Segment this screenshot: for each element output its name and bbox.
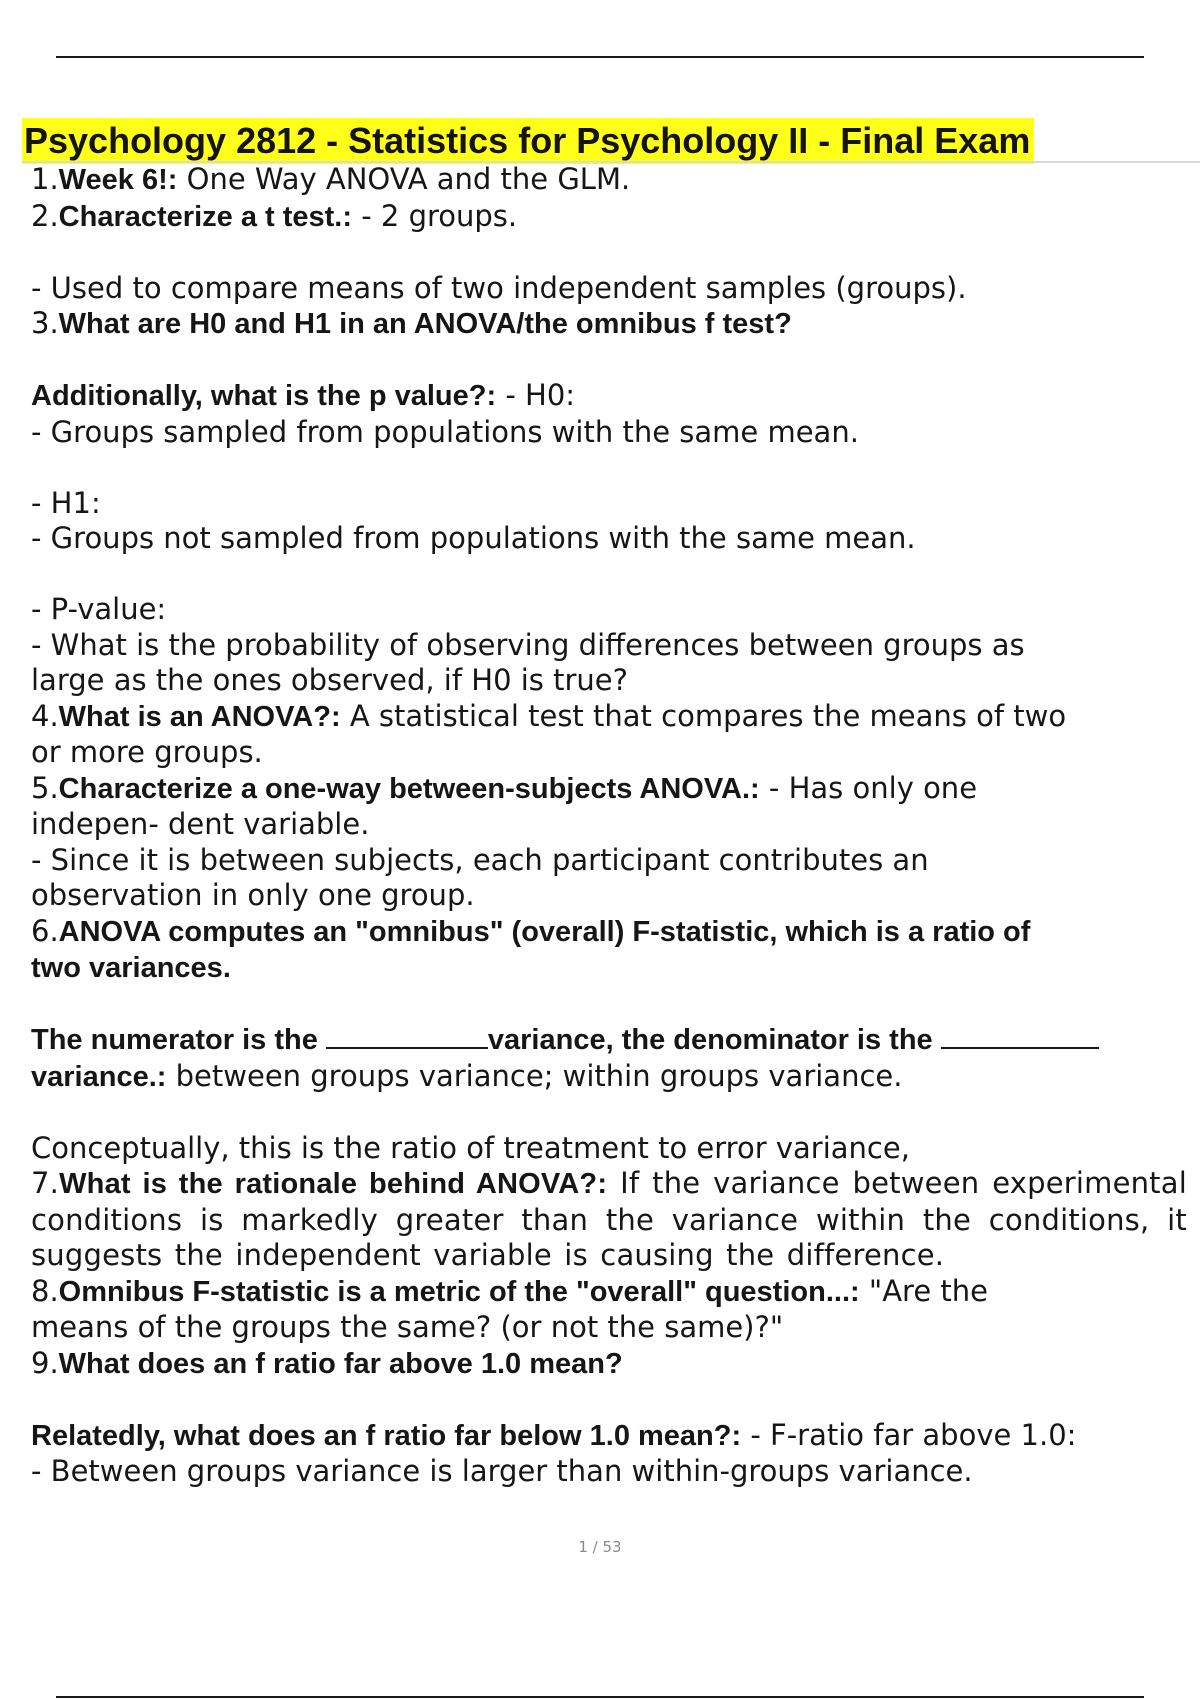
answer-line: - Groups not sampled from populations with the same mean. [31, 521, 916, 555]
question-text: What are H0 and H1 in an ANOVA/the omnibus f test? [58, 308, 792, 340]
answer-line: or more groups. [31, 735, 263, 769]
answer-line: - H1: [31, 485, 101, 520]
answer-line: - Groups sampled from populations with the same mean. [31, 414, 859, 449]
question-4 [31, 699, 1187, 736]
title-block [22, 118, 1200, 166]
answer-line: - Between groups variance is larger than within-groups variance. [31, 1454, 973, 1488]
question-8 [31, 1274, 1187, 1311]
item-number: 8. [31, 1273, 59, 1308]
top-rule [56, 56, 1144, 58]
question-text: Characterize a one-way between-subjects ANOVA.: [58, 772, 760, 805]
answer-line: Conceptually, this is the ratio of treatment to error variance, [31, 1130, 910, 1165]
item-number: 5. [31, 770, 59, 805]
question-6-continued [31, 950, 1187, 987]
question-3 [31, 306, 1187, 343]
answer-line: indepen- dent variable. [31, 807, 370, 841]
item-number: 1. [31, 162, 59, 196]
item-number: 2. [31, 198, 59, 233]
answer-line: - Used to compare means of two independent samples (groups). [31, 270, 967, 305]
question-9-continued [31, 1418, 1187, 1455]
question-text-part: variance, the denominator is the [487, 1024, 941, 1056]
question-text-part: The numerator is the [31, 1024, 326, 1056]
answer-text: - 2 groups. [352, 198, 518, 233]
answer-text: A statistical test that compares the means of two [340, 698, 1067, 733]
answer-text: If the variance between experimental conditions is markedly greater than the variance within the conditions, it suggests the independent variable is causing the difference. [31, 1166, 1187, 1272]
question-text-continued: Additionally, what is the p value?: [31, 380, 497, 412]
answer-line: observation in only one group. [31, 878, 475, 912]
question-3-continued [31, 378, 1187, 415]
question-text-continued: Relatedly, what does an f ratio far below 1.0 mean?: [31, 1419, 742, 1452]
question-text: What does an f ratio far above 1.0 mean? [58, 1347, 623, 1380]
question-9 [31, 1346, 1187, 1383]
answer-text: One Way ANOVA and the GLM. [177, 162, 631, 196]
item-number: 7. [31, 1166, 60, 1200]
question-1 [31, 162, 1187, 199]
item-number: 6. [31, 913, 59, 948]
answer-text: - F-ratio far above 1.0: [741, 1417, 1077, 1452]
question-text: Characterize a t test.: [58, 200, 352, 233]
question-text: What is the rationale behind ANOVA?: [59, 1168, 608, 1200]
answer-text: "Are the [859, 1273, 988, 1308]
question-text-part: variance.: [31, 1060, 167, 1093]
question-5 [31, 771, 1187, 808]
item-number: 3. [31, 306, 59, 340]
bottom-rule [56, 1696, 1144, 1698]
question-text: Week 6!: [58, 164, 178, 196]
question-text-continued: two variances. [31, 952, 231, 984]
question-text: What is an ANOVA?: [58, 700, 341, 733]
document-body [31, 162, 1187, 1490]
fill-in-blank [941, 1023, 1099, 1049]
answer-text: between groups variance; within groups variance. [166, 1058, 903, 1093]
question-6 [31, 914, 1187, 951]
question-text: ANOVA computes an "omnibus" (overall) F-statistic, which is a ratio of [58, 915, 1031, 948]
item-number: 9. [31, 1345, 59, 1380]
question-2 [31, 199, 1187, 236]
page-number: 1 / 53 [578, 1538, 622, 1556]
answer-text: - Has only one [759, 770, 978, 805]
question-6-answer [31, 1059, 1187, 1096]
fill-in-blank [326, 1023, 488, 1049]
question-text: Omnibus F-statistic is a metric of the "overall" question...: [58, 1275, 860, 1308]
answer-line: - Since it is between subjects, each participant contributes an [31, 842, 929, 877]
answer-line: - What is the probability of observing differences between groups as [31, 627, 1025, 662]
item-number: 4. [31, 698, 59, 733]
question-7 [31, 1166, 1187, 1274]
answer-line: large as the ones observed, if H0 is true? [31, 663, 629, 697]
answer-text: - H0: [496, 378, 576, 412]
page-title: Psychology 2812 - Statistics for Psychology II - Final Exam [22, 118, 1034, 164]
answer-line: means of the groups the same? (or not the same)?" [31, 1310, 784, 1344]
question-6-fill-in [31, 1022, 1187, 1059]
answer-line: - P-value: [31, 592, 167, 626]
